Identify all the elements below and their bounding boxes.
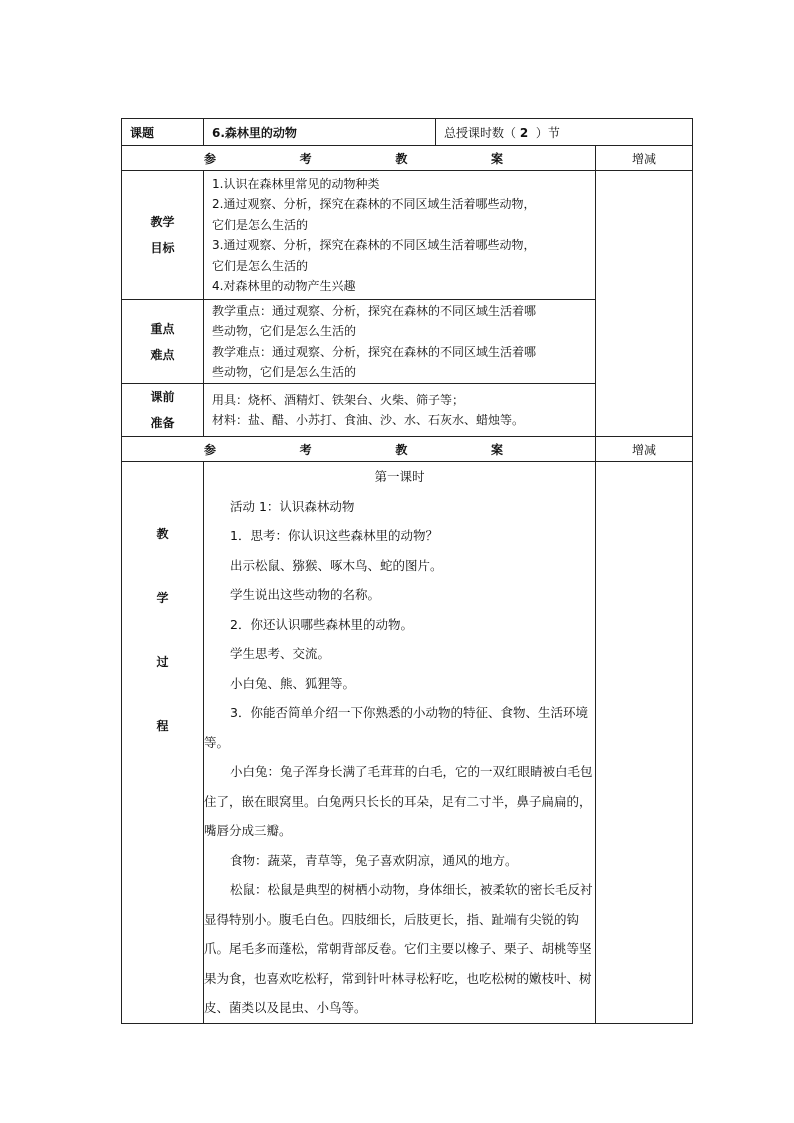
key-points-content: [204, 300, 596, 384]
goal-line: 4.对森林里的动物产生兴趣: [212, 279, 356, 293]
process-paragraph: 食物：蔬菜，青草等，兔子喜欢阴凉，通风的地方。: [230, 852, 518, 868]
goal-line: 它们是怎么生活的: [212, 258, 309, 273]
heading-char-3: 教: [395, 151, 408, 166]
goal-line: 1.认识在森林里常见的动物种类: [212, 176, 380, 191]
process-paragraph: 松鼠：松鼠是典型的树栖小动物，身体细长，被柔软的密长毛反衬显得特别小。腹毛白色。四肢细长，后肢更长，指、趾端有尖锐的钩爪。尾毛多而蓬松，常朝背部反卷。它们主要以橡子、栗子、胡桃等坚果为食，也喜欢吃松籽，常到针叶林寻松籽吃，也吃松树的嫩枝叶、树皮、菌类以及昆虫、小鸟等。: [204, 882, 593, 1015]
key-point-line: 些动物，它们是怎么生活的: [212, 324, 357, 338]
hours-value: 2: [519, 125, 529, 140]
course-title: 6.森林里的动物: [204, 119, 436, 146]
process-row: [122, 462, 693, 1024]
process-paragraph: 学生说出这些动物的名称。: [230, 587, 381, 602]
process-content: [204, 462, 596, 1024]
key-points-label: 重点 难点: [122, 300, 204, 384]
hours-prefix: 总授课时数（: [444, 125, 517, 140]
heading-char-4: 案: [490, 442, 503, 457]
heading-char-1: 参: [204, 151, 217, 166]
heading-char-1: 参: [204, 442, 217, 457]
heading-char-2: 考: [299, 151, 312, 166]
hours-suffix: ）节: [535, 125, 560, 140]
goals-content: [204, 171, 596, 300]
process-paragraph: 活动 1：认识森林动物: [230, 498, 355, 514]
adjust-heading-2: 增减: [596, 437, 693, 462]
process-paragraph: 出示松鼠、猕猴、啄木鸟、蛇的图片。: [230, 557, 443, 573]
process-paragraph: 小白兔：兔子浑身长满了毛茸茸的白毛，它的一双红眼睛被白毛包住了，嵌在眼窝里。白兔两只长长的耳朵，足有二寸半，鼻子扁扁的，嘴唇分成三瓣。: [204, 764, 593, 838]
prep-line: 用具：烧杯、酒精灯、铁架台、火柴、筛子等；: [212, 392, 465, 407]
process-paragraph: 3．你能否简单介绍一下你熟悉的小动物的特征、食物、生活环境等。: [204, 705, 588, 750]
section-header-row-1: [122, 146, 693, 171]
goal-line: 3.通过观察、分析，探究在森林的不同区域生活着哪些动物，: [212, 238, 536, 252]
process-paragraph: 2．你还认识哪些森林里的动物。: [230, 616, 413, 632]
goal-line: 它们是怎么生活的: [212, 217, 309, 232]
adjust-cell-top: [596, 171, 693, 437]
prep-label: 课前 准备: [122, 384, 204, 437]
key-point-line: 教学难点：通过观察、分析，探究在森林的不同区域生活着哪: [212, 344, 537, 359]
prep-content: [204, 384, 596, 437]
key-point-line: 教学重点：通过观察、分析，探究在森林的不同区域生活着哪: [212, 303, 537, 318]
lesson-plan-table: [121, 118, 693, 1024]
adjust-cell-bottom: [596, 462, 693, 1024]
section-header-row-2: [122, 437, 693, 462]
reference-plan-heading: [122, 146, 596, 171]
prep-line: 材料：盐、醋、小苏打、食油、沙、水、石灰水、蜡烛等。: [212, 413, 525, 427]
reference-plan-heading-2: [122, 437, 596, 462]
heading-char-3: 教: [395, 442, 408, 457]
lesson-title: 第一课时: [374, 469, 425, 484]
goals-label: 教学 目标: [122, 171, 204, 300]
goal-line: 2.通过观察、分析，探究在森林的不同区域生活着哪些动物，: [212, 197, 536, 211]
header-row: [122, 119, 693, 146]
goals-row: [122, 171, 693, 300]
heading-char-4: 案: [490, 151, 503, 166]
process-paragraph: 小白兔、熊、狐狸等。: [230, 675, 356, 691]
total-hours: [436, 119, 693, 146]
course-label: 课题: [122, 119, 204, 146]
heading-char-2: 考: [299, 442, 312, 457]
adjust-heading: 增减: [596, 146, 693, 171]
process-paragraph: 学生思考、交流。: [230, 646, 331, 661]
process-paragraph: 1．思考：你认识这些森林里的动物？: [230, 528, 438, 543]
process-label: 教 学 过 程: [122, 462, 204, 1024]
key-point-line: 些动物，它们是怎么生活的: [212, 365, 357, 379]
